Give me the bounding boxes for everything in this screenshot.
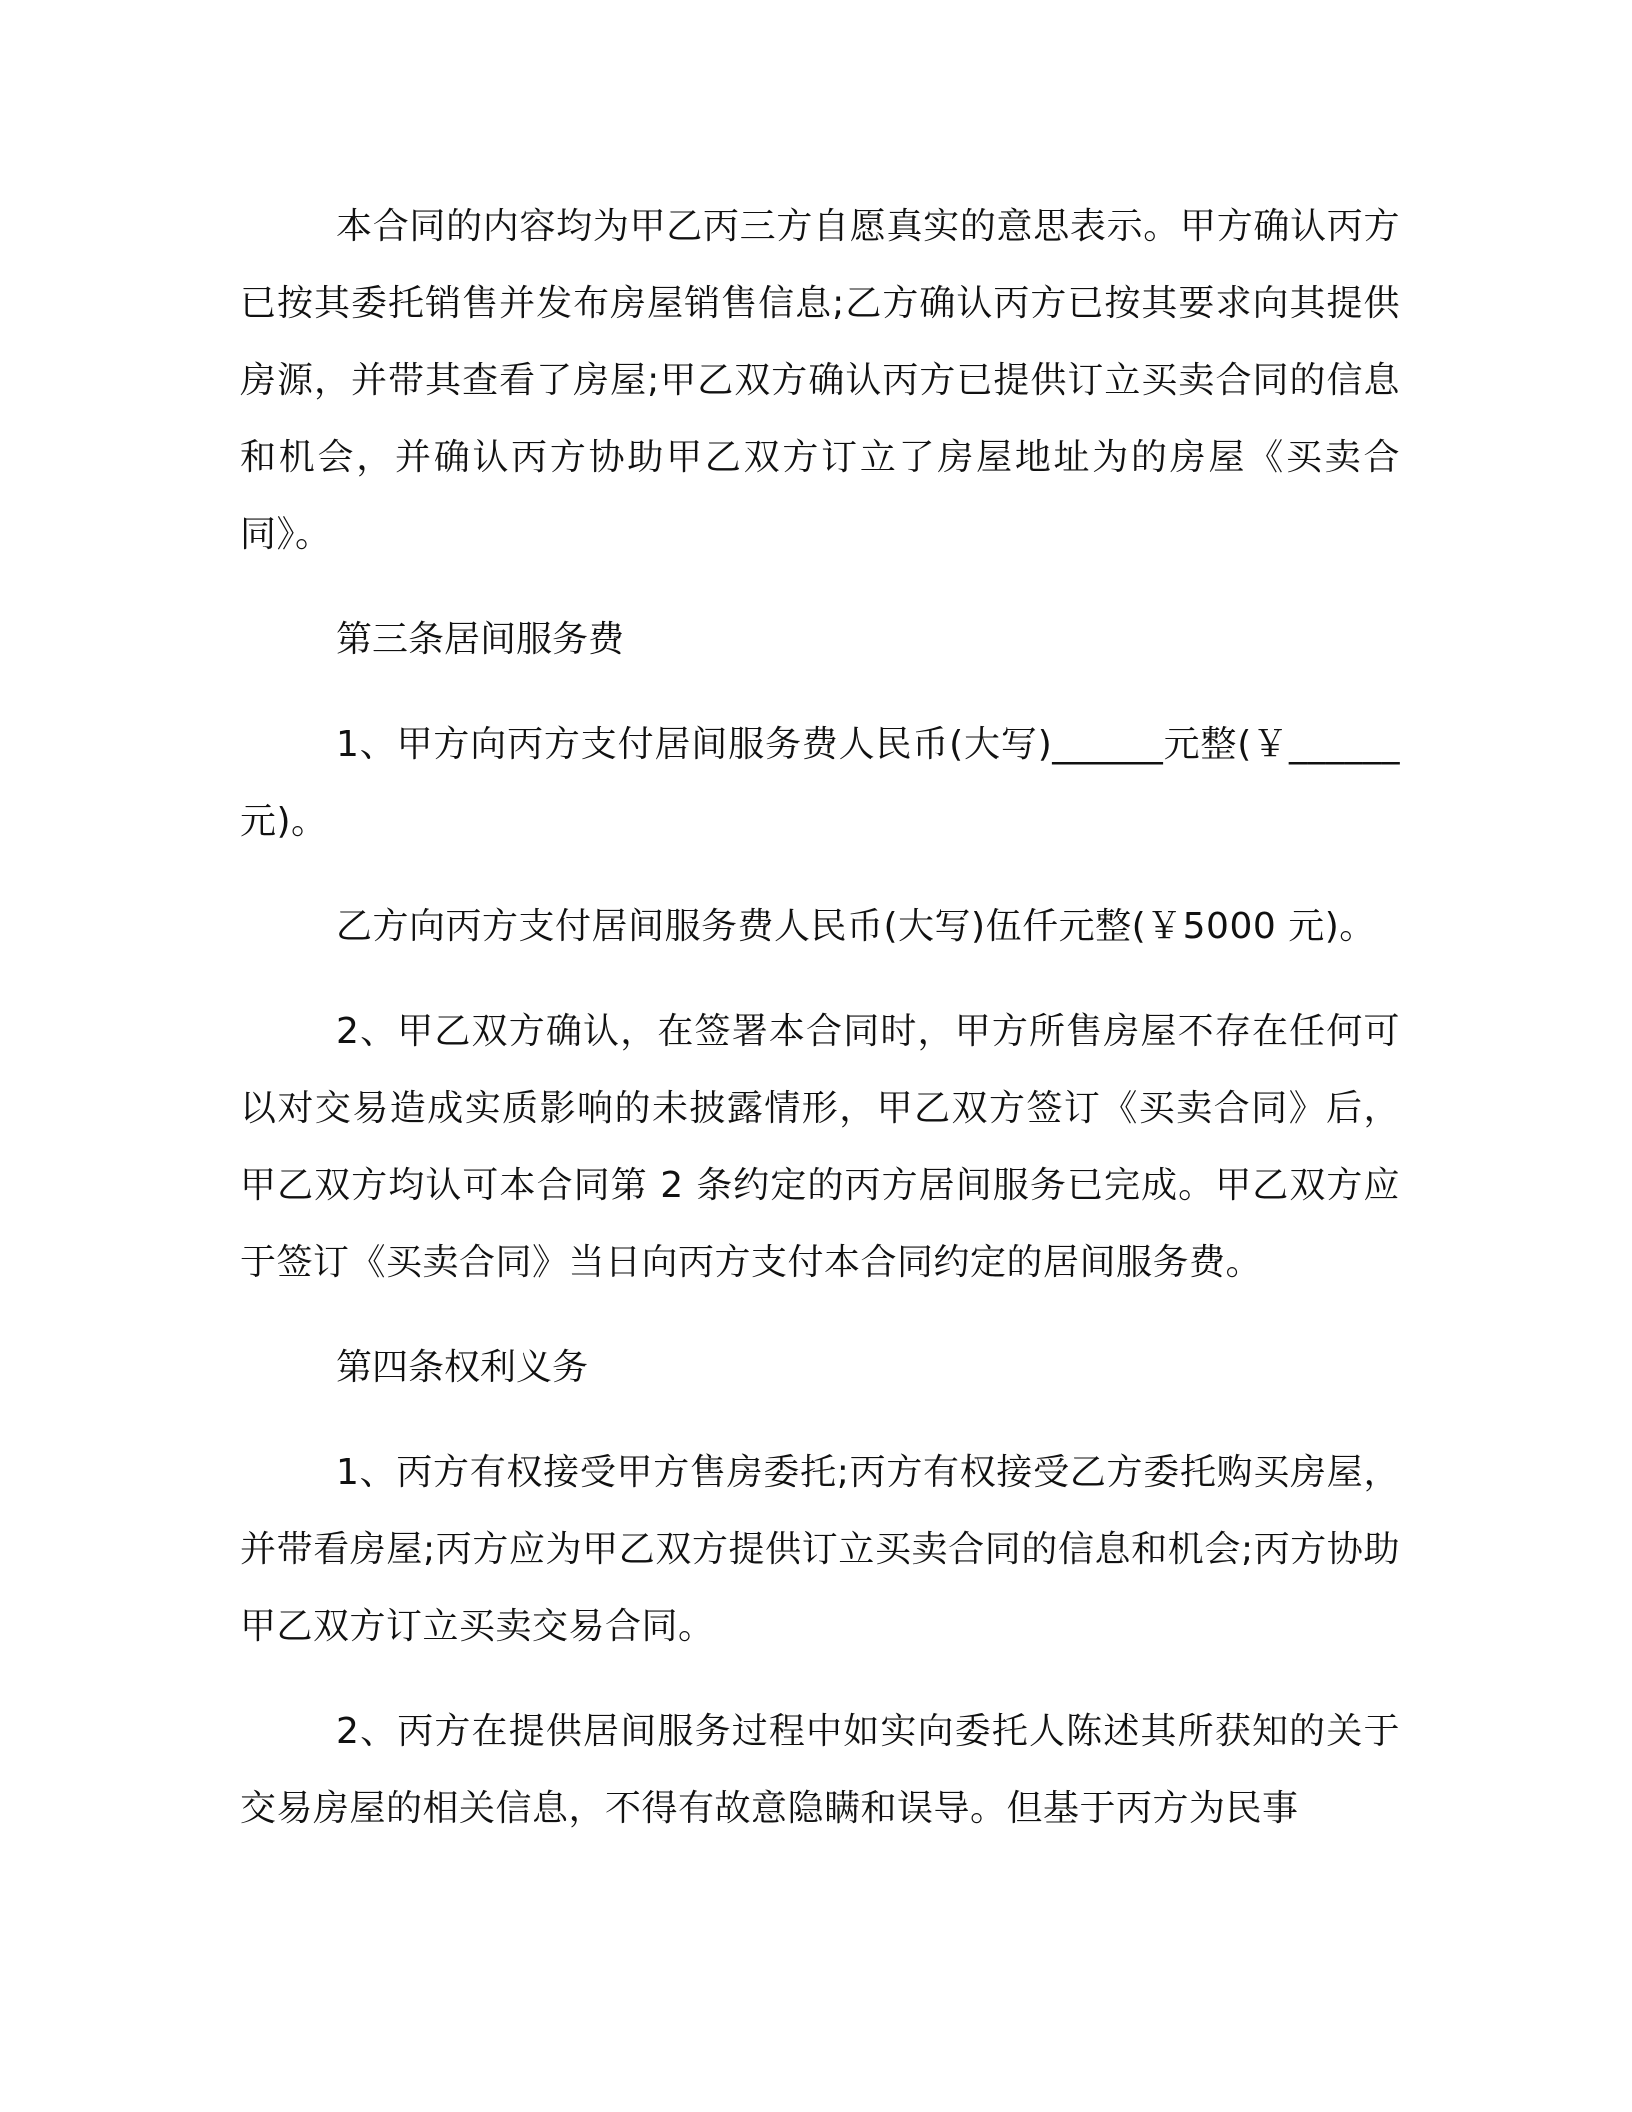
spacer — [240, 1665, 1400, 1693]
spacer — [240, 965, 1400, 993]
paragraph-fee-party-a: 1、甲方向丙方支付居间服务费人民币(大写)______元整(￥______元)。 — [240, 724, 1400, 842]
spacer — [240, 860, 1400, 888]
section-heading-article-4: 第四条权利义务 — [336, 1347, 589, 1388]
document-body — [240, 188, 1400, 1847]
paragraph-confirmation: 本合同的内容均为甲乙丙三方自愿真实的意思表示。甲方确认丙方已按其委托销售并发布房屋销售信息;乙方确认丙方已按其要求向其提供房源，并带其查看了房屋;甲乙双方确认丙方已提供订立买卖合同的信息和机会，并确认丙方协助甲乙双方订立了房屋地址为的房屋《买卖合同》。 — [240, 206, 1400, 555]
paragraph-fee-confirmation: 2、甲乙双方确认，在签署本合同时，甲方所售房屋不存在任何可以对交易造成实质影响的未披露情形，甲乙双方签订《买卖合同》后，甲乙双方均认可本合同第 2 条约定的丙方居间服务已完成。甲乙双方应于签订《买卖合同》当日向丙方支付本合同约定的居间服务费。 — [240, 1011, 1400, 1283]
paragraph-rights-1: 1、丙方有权接受甲方售房委托;丙方有权接受乙方委托购买房屋，并带看房屋;丙方应为甲乙双方提供订立买卖合同的信息和机会;丙方协助甲乙双方订立买卖交易合同。 — [240, 1452, 1400, 1647]
paragraph-fee-party-b: 乙方向丙方支付居间服务费人民币(大写)伍仟元整(￥5000 元)。 — [336, 906, 1376, 947]
spacer — [240, 1301, 1400, 1329]
spacer — [240, 678, 1400, 706]
paragraph-rights-2: 2、丙方在提供居间服务过程中如实向委托人陈述其所获知的关于交易房屋的相关信息，不得有故意隐瞒和误导。但基于丙方为民事 — [240, 1711, 1400, 1829]
spacer — [240, 573, 1400, 601]
spacer — [240, 1406, 1400, 1434]
section-heading-article-3: 第三条居间服务费 — [336, 619, 625, 660]
